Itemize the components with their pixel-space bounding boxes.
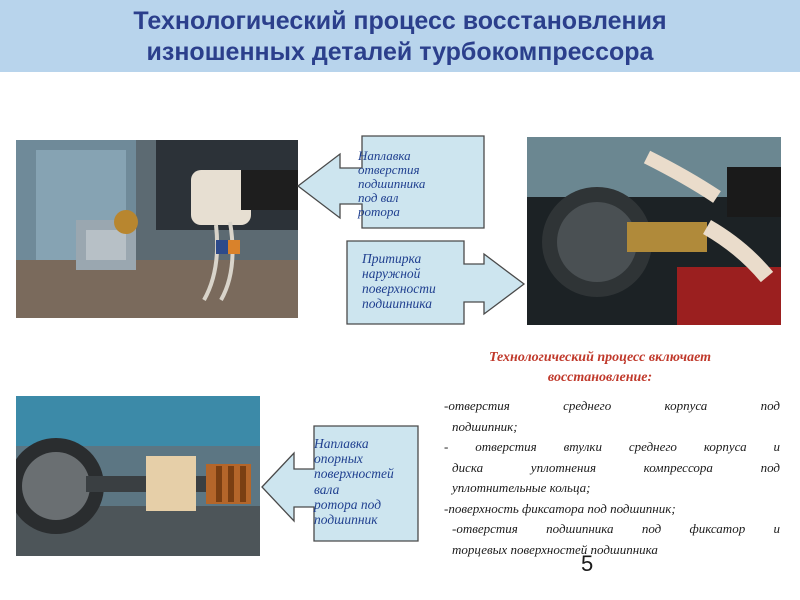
process-list [444,396,780,560]
title-line-1: Технологический процесс восстановления [133,7,667,35]
callout-bottom-line-2: опорных [314,451,363,467]
callout-top-line-5: ротора [358,204,400,219]
process-heading-line-1: Технологический процесс включает [488,350,712,365]
process-line-8: торцевых поверхностей подшипника [452,541,658,557]
callout-bottom-line-5: ротора под [314,496,382,512]
callout-middle-line-1: Притирка [362,251,422,266]
process-heading-line-2: восстановление: [547,370,653,385]
process-line-7: -отверстия подшипника под фиксатор и [452,521,780,536]
callout-bottom [314,436,419,527]
process-heading [430,348,770,388]
page-number: 5 [581,551,594,576]
process-line-4: диска уплотнения компрессора под [452,459,780,475]
callout-top-line-3: подшипника [358,176,426,191]
callout-top-line-4: под вал [358,190,399,205]
process-line-3: - отверстия втулки среднего корпуса и [444,439,780,454]
callout-middle-line-4: подшипника [362,296,433,311]
process-line-5: уплотнительные кольца; [452,480,591,495]
lathe-photo [527,137,781,325]
page-title [0,6,800,68]
callout-middle-line-3: поверхности [362,281,436,296]
callout-top-line-2: отверстия [358,162,420,177]
callout-top [358,149,483,219]
callout-bottom-line-3: поверхностей [314,466,394,482]
welding-photo [16,140,298,318]
process-line-1: -отверстия среднего корпуса под [444,398,780,413]
title-line-2: изношенных деталей турбокомпрессора [146,38,654,66]
callout-bottom-line-4: вала [314,481,340,497]
callout-top-line-1: Наплавка [358,148,411,163]
process-line-2: подшипник; [452,418,518,434]
process-line-6: -поверхность фиксатора под подшипник; [444,500,676,516]
callout-middle-line-2: наружной [362,266,421,281]
callout-bottom-line-6: подшипник [314,512,378,528]
shaft-welding-photo [16,396,260,556]
callout-bottom-line-1: Наплавка [314,436,369,451]
callout-middle [362,251,472,311]
